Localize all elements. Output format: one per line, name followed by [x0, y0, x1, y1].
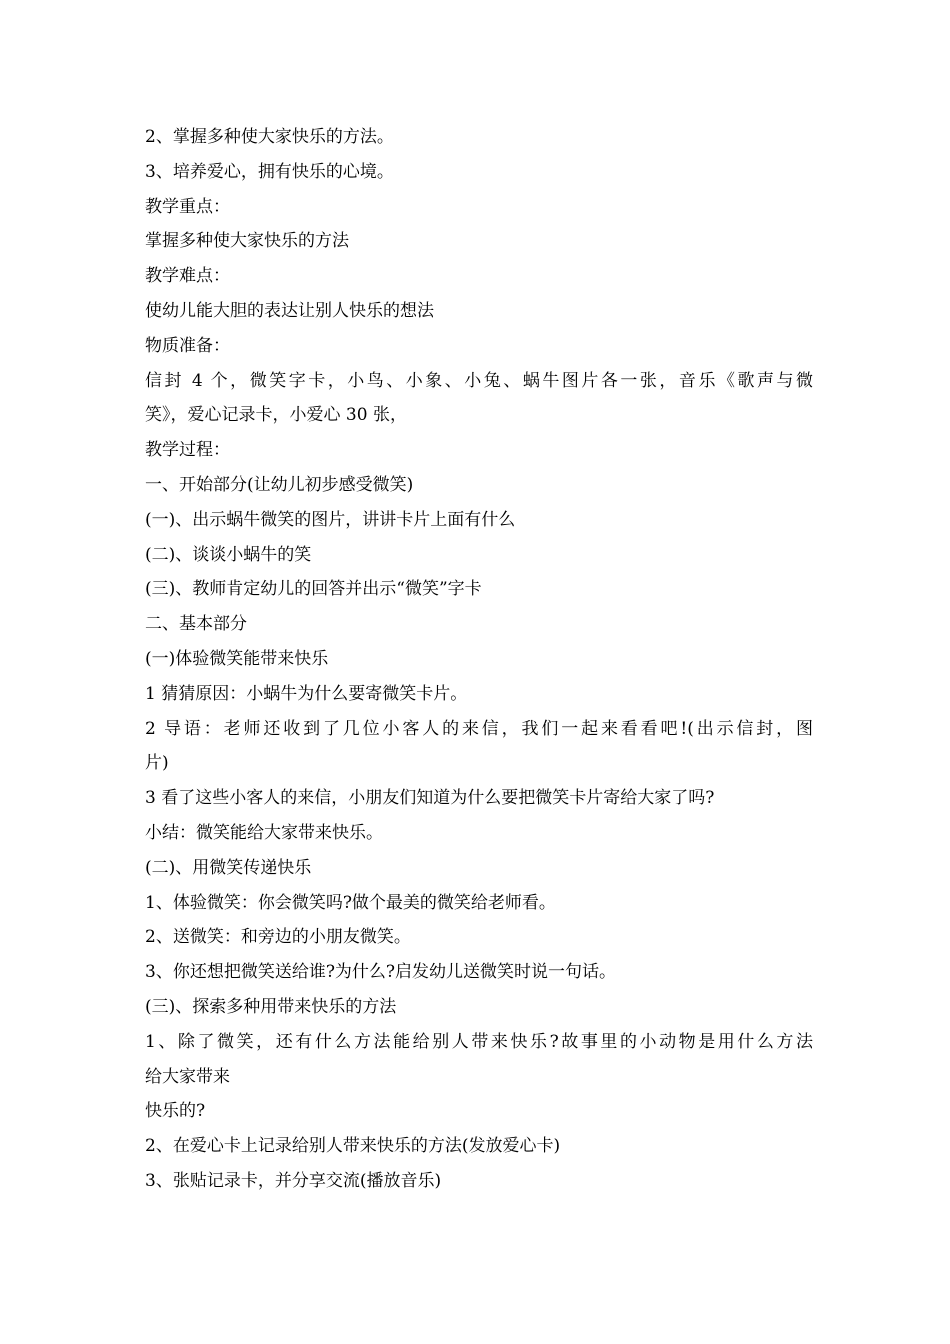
part-two-sub-3-item-2: 2、在爱心卡上记录给别人带来快乐的方法(发放爱心卡) — [145, 1136, 561, 1157]
part-two-sub-1-item-2-line-2: 片) — [145, 753, 169, 774]
part-two-sub-2-heading: (二)、用微笑传递快乐 — [145, 857, 312, 878]
part-two-sub-3-item-1-line-2: 给大家带来 — [145, 1066, 230, 1087]
section-heading-key-points: 教学重点： — [145, 196, 230, 217]
part-two-sub-1-item-1: 1 猜猜原因：小蜗牛为什么要寄微笑卡片。 — [145, 683, 468, 704]
part-two-sub-1-item-2-line-1: 2 导语：老师还收到了几位小客人的来信，我们一起来看看吧!(出示信封，图 — [145, 718, 813, 739]
materials-text-line-1: 信封 4 个，微笑字卡，小鸟、小象、小兔、蜗牛图片各一张，音乐《歌声与微 — [145, 370, 813, 391]
part-one-item-2: (二)、谈谈小蜗牛的笑 — [145, 544, 312, 565]
objective-3: 3、培养爱心，拥有快乐的心境。 — [145, 161, 394, 182]
part-two-sub-2-item-3: 3、你还想把微笑送给谁?为什么?启发幼儿送微笑时说一句话。 — [145, 962, 617, 983]
part-one-item-3: (三)、教师肯定幼儿的回答并出示“微笑”字卡 — [145, 579, 482, 600]
part-two-sub-3-heading: (三)、探索多种用带来快乐的方法 — [145, 996, 397, 1017]
part-two-heading: 二、基本部分 — [145, 614, 247, 635]
part-two-sub-1-heading: (一)体验微笑能带来快乐 — [145, 648, 329, 669]
part-one-item-1: (一)、出示蜗牛微笑的图片，讲讲卡片上面有什么 — [145, 509, 516, 530]
section-heading-process: 教学过程： — [145, 440, 230, 461]
objective-2: 2、掌握多种使大家快乐的方法。 — [145, 127, 394, 147]
document-body — [145, 120, 813, 1199]
part-one-heading: 一、开始部分(让幼儿初步感受微笑) — [145, 474, 414, 495]
key-points-text: 掌握多种使大家快乐的方法 — [145, 231, 349, 252]
part-two-sub-2-item-1: 1、体验微笑：你会微笑吗?做个最美的微笑给老师看。 — [145, 892, 556, 913]
part-two-sub-3-item-1-line-3: 快乐的? — [145, 1101, 206, 1122]
part-two-sub-3-item-1-line-1: 1、除了微笑，还有什么方法能给别人带来快乐?故事里的小动物是用什么方法 — [145, 1031, 813, 1052]
part-two-sub-1-item-3: 3 看了这些小客人的来信，小朋友们知道为什么要把微笑卡片寄给大家了吗? — [145, 788, 715, 809]
part-two-sub-3-item-3: 3、张贴记录卡，并分享交流(播放音乐) — [145, 1170, 442, 1191]
section-heading-difficulty: 教学难点： — [145, 266, 230, 287]
section-heading-materials: 物质准备： — [145, 335, 230, 356]
materials-text-line-2: 笑》，爱心记录卡，小爱心 30 张， — [145, 405, 407, 426]
part-two-sub-2-item-2: 2、送微笑：和旁边的小朋友微笑。 — [145, 927, 411, 948]
difficulty-text: 使幼儿能大胆的表达让别人快乐的想法 — [145, 300, 434, 321]
part-two-sub-1-summary: 小结：微笑能给大家带来快乐。 — [145, 822, 383, 843]
